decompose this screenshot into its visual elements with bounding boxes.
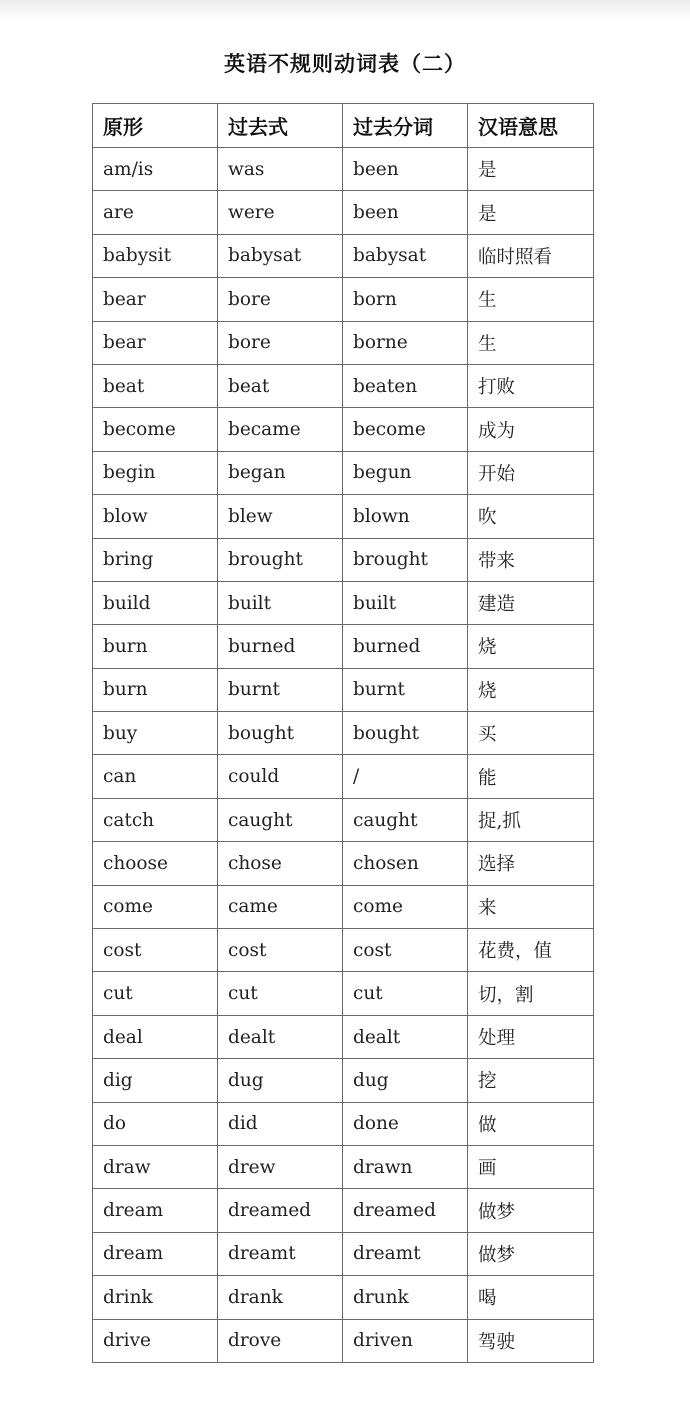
cell-base-form: choose <box>93 842 218 885</box>
header-chinese-meaning: 汉语意思 <box>468 104 594 148</box>
cell-chinese-meaning: 做梦 <box>468 1189 594 1232</box>
cell-chinese-meaning: 带来 <box>468 538 594 581</box>
cell-base-form: beat <box>93 364 218 407</box>
cell-chinese-meaning: 捉,抓 <box>468 798 594 841</box>
cell-base-form: am/is <box>93 148 218 191</box>
cell-past-tense: drank <box>218 1276 343 1319</box>
page-title: 英语不规则动词表（二） <box>224 51 466 76</box>
cell-past-participle: been <box>343 191 468 234</box>
cell-chinese-meaning: 画 <box>468 1145 594 1188</box>
cell-past-tense: bought <box>218 712 343 755</box>
table-row <box>93 451 594 494</box>
cell-past-tense: drove <box>218 1319 343 1362</box>
cell-base-form: dream <box>93 1232 218 1275</box>
cell-past-tense: dreamed <box>218 1189 343 1232</box>
cell-chinese-meaning: 切，割 <box>468 972 594 1015</box>
cell-past-participle: dealt <box>343 1015 468 1058</box>
header-base-form: 原形 <box>93 104 218 148</box>
cell-past-participle: burned <box>343 625 468 668</box>
cell-past-participle: dreamt <box>343 1232 468 1275</box>
cell-chinese-meaning: 是 <box>468 191 594 234</box>
cell-past-tense: was <box>218 148 343 191</box>
cell-past-participle: brought <box>343 538 468 581</box>
cell-past-participle: beaten <box>343 364 468 407</box>
cell-base-form: burn <box>93 668 218 711</box>
cell-chinese-meaning: 花费，值 <box>468 929 594 972</box>
table-row <box>93 1015 594 1058</box>
cell-past-participle: blown <box>343 495 468 538</box>
table-row <box>93 321 594 364</box>
cell-past-participle: done <box>343 1102 468 1145</box>
cell-past-tense: could <box>218 755 343 798</box>
cell-chinese-meaning: 做梦 <box>468 1232 594 1275</box>
cell-past-tense: dreamt <box>218 1232 343 1275</box>
cell-past-tense: became <box>218 408 343 451</box>
cell-past-tense: chose <box>218 842 343 885</box>
cell-chinese-meaning: 选择 <box>468 842 594 885</box>
table-row <box>93 581 594 624</box>
cell-chinese-meaning: 做 <box>468 1102 594 1145</box>
table-body <box>93 148 594 1363</box>
table-row <box>93 625 594 668</box>
cell-past-tense: brought <box>218 538 343 581</box>
cell-past-participle: cut <box>343 972 468 1015</box>
cell-base-form: bring <box>93 538 218 581</box>
cell-past-tense: drew <box>218 1145 343 1188</box>
table-row <box>93 495 594 538</box>
cell-base-form: buy <box>93 712 218 755</box>
table-row <box>93 885 594 928</box>
cell-past-tense: beat <box>218 364 343 407</box>
cell-past-tense: bore <box>218 278 343 321</box>
cell-chinese-meaning: 能 <box>468 755 594 798</box>
cell-past-tense: began <box>218 451 343 494</box>
top-shadow <box>0 0 690 22</box>
cell-chinese-meaning: 驾驶 <box>468 1319 594 1362</box>
cell-base-form: drink <box>93 1276 218 1319</box>
cell-past-participle: babysat <box>343 234 468 277</box>
cell-past-tense: dug <box>218 1059 343 1102</box>
cell-base-form: catch <box>93 798 218 841</box>
cell-past-participle: bought <box>343 712 468 755</box>
cell-past-participle: become <box>343 408 468 451</box>
cell-past-participle: dreamed <box>343 1189 468 1232</box>
table-row <box>93 1189 594 1232</box>
cell-base-form: can <box>93 755 218 798</box>
cell-past-participle: drawn <box>343 1145 468 1188</box>
cell-past-participle: born <box>343 278 468 321</box>
cell-past-tense: dealt <box>218 1015 343 1058</box>
cell-past-tense: caught <box>218 798 343 841</box>
cell-past-tense: were <box>218 191 343 234</box>
table-row <box>93 712 594 755</box>
table-row <box>93 755 594 798</box>
cell-chinese-meaning: 来 <box>468 885 594 928</box>
cell-base-form: draw <box>93 1145 218 1188</box>
cell-chinese-meaning: 生 <box>468 278 594 321</box>
cell-past-participle: driven <box>343 1319 468 1362</box>
cell-past-tense: blew <box>218 495 343 538</box>
cell-past-tense: did <box>218 1102 343 1145</box>
table-row <box>93 1059 594 1102</box>
cell-past-participle: been <box>343 148 468 191</box>
cell-chinese-meaning: 烧 <box>468 625 594 668</box>
cell-past-participle: come <box>343 885 468 928</box>
table-row <box>93 278 594 321</box>
cell-base-form: dig <box>93 1059 218 1102</box>
table-row <box>93 191 594 234</box>
table-row <box>93 1276 594 1319</box>
header-past-participle: 过去分词 <box>343 104 468 148</box>
cell-past-participle: dug <box>343 1059 468 1102</box>
cell-base-form: bear <box>93 278 218 321</box>
cell-base-form: cut <box>93 972 218 1015</box>
cell-past-tense: burnt <box>218 668 343 711</box>
cell-past-tense: built <box>218 581 343 624</box>
table-row <box>93 1102 594 1145</box>
cell-past-participle: cost <box>343 929 468 972</box>
cell-base-form: do <box>93 1102 218 1145</box>
irregular-verb-table <box>92 103 594 1363</box>
cell-chinese-meaning: 烧 <box>468 668 594 711</box>
cell-chinese-meaning: 打败 <box>468 364 594 407</box>
cell-base-form: drive <box>93 1319 218 1362</box>
table-row <box>93 842 594 885</box>
table-row <box>93 364 594 407</box>
cell-past-participle: / <box>343 755 468 798</box>
table-row <box>93 929 594 972</box>
cell-base-form: begin <box>93 451 218 494</box>
cell-base-form: blow <box>93 495 218 538</box>
cell-chinese-meaning: 买 <box>468 712 594 755</box>
table-row <box>93 972 594 1015</box>
table-header-row <box>93 104 594 148</box>
cell-chinese-meaning: 开始 <box>468 451 594 494</box>
cell-base-form: bear <box>93 321 218 364</box>
table-row <box>93 1319 594 1362</box>
table-row <box>93 538 594 581</box>
cell-past-participle: borne <box>343 321 468 364</box>
cell-base-form: burn <box>93 625 218 668</box>
table-row <box>93 1145 594 1188</box>
cell-past-tense: cost <box>218 929 343 972</box>
cell-chinese-meaning: 吹 <box>468 495 594 538</box>
header-past-tense: 过去式 <box>218 104 343 148</box>
cell-past-tense: came <box>218 885 343 928</box>
cell-base-form: build <box>93 581 218 624</box>
cell-chinese-meaning: 建造 <box>468 581 594 624</box>
table-row <box>93 234 594 277</box>
cell-past-participle: drunk <box>343 1276 468 1319</box>
cell-past-participle: built <box>343 581 468 624</box>
cell-chinese-meaning: 临时照看 <box>468 234 594 277</box>
table-row <box>93 408 594 451</box>
cell-base-form: become <box>93 408 218 451</box>
cell-base-form: are <box>93 191 218 234</box>
cell-past-tense: bore <box>218 321 343 364</box>
cell-past-tense: cut <box>218 972 343 1015</box>
cell-chinese-meaning: 喝 <box>468 1276 594 1319</box>
cell-past-participle: burnt <box>343 668 468 711</box>
table-row <box>93 1232 594 1275</box>
cell-chinese-meaning: 处理 <box>468 1015 594 1058</box>
cell-past-participle: caught <box>343 798 468 841</box>
cell-chinese-meaning: 是 <box>468 148 594 191</box>
cell-past-participle: chosen <box>343 842 468 885</box>
cell-chinese-meaning: 成为 <box>468 408 594 451</box>
cell-base-form: cost <box>93 929 218 972</box>
cell-past-tense: babysat <box>218 234 343 277</box>
cell-base-form: dream <box>93 1189 218 1232</box>
table-row <box>93 798 594 841</box>
cell-base-form: come <box>93 885 218 928</box>
cell-base-form: babysit <box>93 234 218 277</box>
cell-past-tense: burned <box>218 625 343 668</box>
table-row <box>93 668 594 711</box>
table-row <box>93 148 594 191</box>
cell-base-form: deal <box>93 1015 218 1058</box>
cell-past-participle: begun <box>343 451 468 494</box>
cell-chinese-meaning: 生 <box>468 321 594 364</box>
cell-chinese-meaning: 挖 <box>468 1059 594 1102</box>
